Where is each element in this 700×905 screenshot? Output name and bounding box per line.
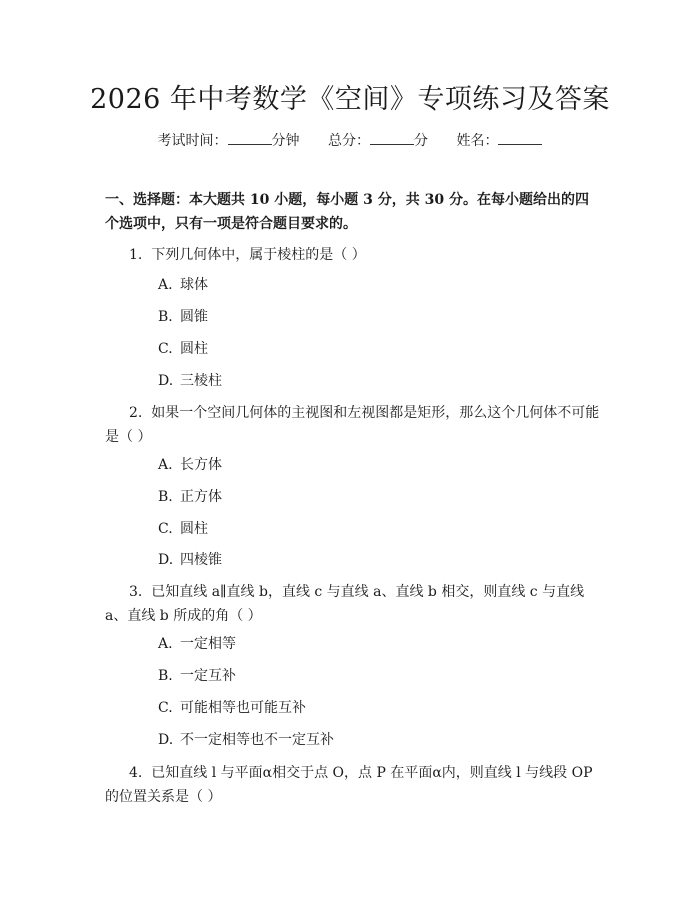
option-1d: D. 三棱柱 xyxy=(158,373,222,389)
question-2 xyxy=(105,401,602,449)
name-label: 姓名： xyxy=(456,133,499,149)
time-unit: 分钟 xyxy=(271,133,300,149)
question-1 xyxy=(105,243,602,267)
question-number: 3. xyxy=(129,584,143,600)
option-3c: C. 可能相等也可能互补 xyxy=(158,700,306,716)
name-field xyxy=(456,133,542,149)
score-label: 总分： xyxy=(328,133,370,149)
question-text: 已知直线 a∥直线 b，直线 c 与直线 a、直线 b 相交，则直线 c 与直线 a、直线 b 所成的角（ ） xyxy=(105,584,585,624)
question-text: 已知直线 l 与平面α相交于点 O，点 P 在平面α内，则直线 l 与线段 OP 的位置关系是（ ） xyxy=(105,765,593,805)
score-field xyxy=(328,133,432,149)
score-blank xyxy=(370,132,414,145)
option-2c: C. 圆柱 xyxy=(158,521,208,537)
section-heading: 一、选择题：本大题共 10 小题，每小题 3 分，共 30 分。在每小题给出的四个选项中，只有一项是符合题目要求的。 xyxy=(105,192,589,232)
question-4 xyxy=(105,761,602,809)
question-text: 下列几何体中，属于棱柱的是（ ） xyxy=(151,247,366,263)
option-2d: D. 四棱锥 xyxy=(158,552,222,568)
option-2b: B. 正方体 xyxy=(158,489,222,505)
option-1a: A. 球体 xyxy=(158,277,208,293)
option-3d: D. 不一定相等也不一定互补 xyxy=(158,732,334,748)
option-3a: A. 一定相等 xyxy=(158,636,236,652)
question-number: 1. xyxy=(129,247,143,263)
page-title: 2026 年中考数学《空间》专项练习及答案 xyxy=(90,84,610,115)
question-text: 如果一个空间几何体的主视图和左视图都是矩形，那么这个几何体不可能是（ ） xyxy=(105,405,600,445)
exam-meta xyxy=(0,131,700,151)
time-label: 考试时间： xyxy=(157,133,228,149)
question-3 xyxy=(105,580,602,628)
option-3b: B. 一定互补 xyxy=(158,668,236,684)
time-blank xyxy=(228,132,272,145)
question-number: 2. xyxy=(129,405,143,421)
name-blank xyxy=(498,132,542,145)
option-1b: B. 圆锥 xyxy=(158,309,208,325)
option-1c: C. 圆柱 xyxy=(158,341,208,357)
time-field xyxy=(158,133,304,149)
option-2a: A. 长方体 xyxy=(158,457,222,473)
score-unit: 分 xyxy=(414,133,428,149)
question-number: 4. xyxy=(129,765,143,781)
